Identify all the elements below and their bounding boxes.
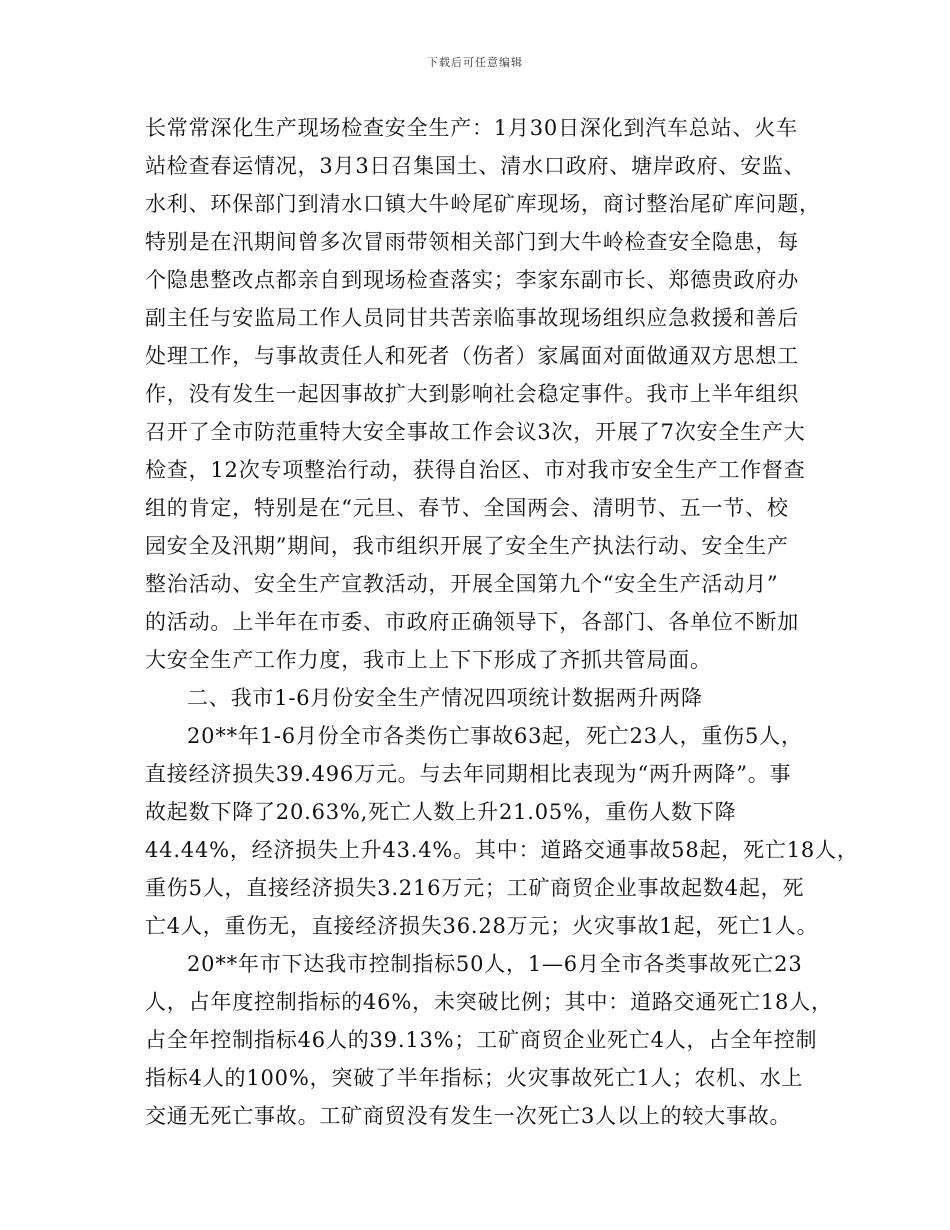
text-line: 站检查春运情况，3月3日召集国土、清水口政府、塘岸政府、安监、: [145, 154, 806, 178]
text-line: 特别是在汛期间曾多次冒雨带领相关部门到大牛岭检查安全隐患，每: [145, 230, 799, 254]
text-line: 指标4人的100%，突破了半年指标；火灾事故死亡1人；农机、水上: [145, 1066, 804, 1090]
text-line: 作，没有发生一起因事故扩大到影响社会稳定事件。我市上半年组织: [145, 382, 799, 406]
text-line: 组的肯定，特别是在“元旦、春节、全国两会、清明节、五一节、校: [145, 496, 789, 520]
text-line: 整治活动、安全生产宣教活动，开展全国第九个“安全生产活动月”: [145, 572, 779, 596]
text-line: 占全年控制指标46人的39.13%；工矿商贸企业死亡4人，占全年控制: [145, 1028, 818, 1052]
page-header-note: 下载后可任意编辑: [427, 56, 523, 69]
text-line: 处理工作，与事故责任人和死者（伤者）家属面对面做通双方思想工: [145, 344, 799, 368]
text-line: 20**年1-6月份全市各类伤亡事故63起，死亡23人，重伤5人，: [187, 724, 803, 748]
text-line: 长常常深化生产现场检查安全生产：1月30日深化到汽车总站、火车: [145, 116, 798, 140]
text-line: 大安全生产工作力度，我市上上下下形成了齐抓共管局面。: [145, 648, 712, 672]
text-line: 直接经济损失39.496万元。与去年同期相比表现为“两升两降”。事: [145, 762, 792, 786]
text-line: 亡4人，重伤无，直接经济损失36.28万元；火灾事故1起，死亡1人。: [145, 914, 819, 938]
text-line: 交通无死亡事故。工矿商贸没有发生一次死亡3人以上的较大事故。: [145, 1104, 792, 1128]
document-body: [145, 109, 859, 1135]
text-line: 44.44%，经济损失上升43.4%。其中：道路交通事故58起，死亡18人，: [145, 838, 859, 862]
text-line: 个隐患整改点都亲自到现场检查落实；李家东副市长、郑德贵政府办: [145, 268, 799, 292]
text-line: 故起数下降了20.63%,死亡人数上升21.05%，重伤人数下降: [145, 800, 737, 824]
text-line: 人，占年度控制指标的46%，未突破比例；其中：道路交通死亡18人，: [145, 990, 833, 1014]
text-line: 的活动。上半年在市委、市政府正确领导下，各部门、各单位不断加: [145, 610, 799, 634]
text-line: 副主任与安监局工作人员同甘共苦亲临事故现场组织应急救援和善后: [145, 306, 799, 330]
text-line: 召开了全市防范重特大安全事故工作会议3次，开展了7次安全生产大: [145, 420, 806, 444]
text-line: 水利、环保部门到清水口镇大牛岭尾矿库现场，商讨整治尾矿库问题，: [145, 192, 821, 216]
text-line: 检查，12次专项整治行动，获得自治区、市对我市安全生产工作督查: [145, 458, 806, 482]
text-line: 园安全及汛期”期间，我市组织开展了安全生产执法行动、安全生产: [145, 534, 789, 558]
text-line: 20**年市下达我市控制指标50人，1—6月全市各类事故死亡23: [187, 952, 803, 976]
text-line: 重伤5人，直接经济损失3.216万元；工矿商贸企业事故起数4起，死: [145, 876, 805, 900]
text-line: 二、我市1-6月份安全生产情况四项统计数据两升两降: [187, 686, 703, 710]
